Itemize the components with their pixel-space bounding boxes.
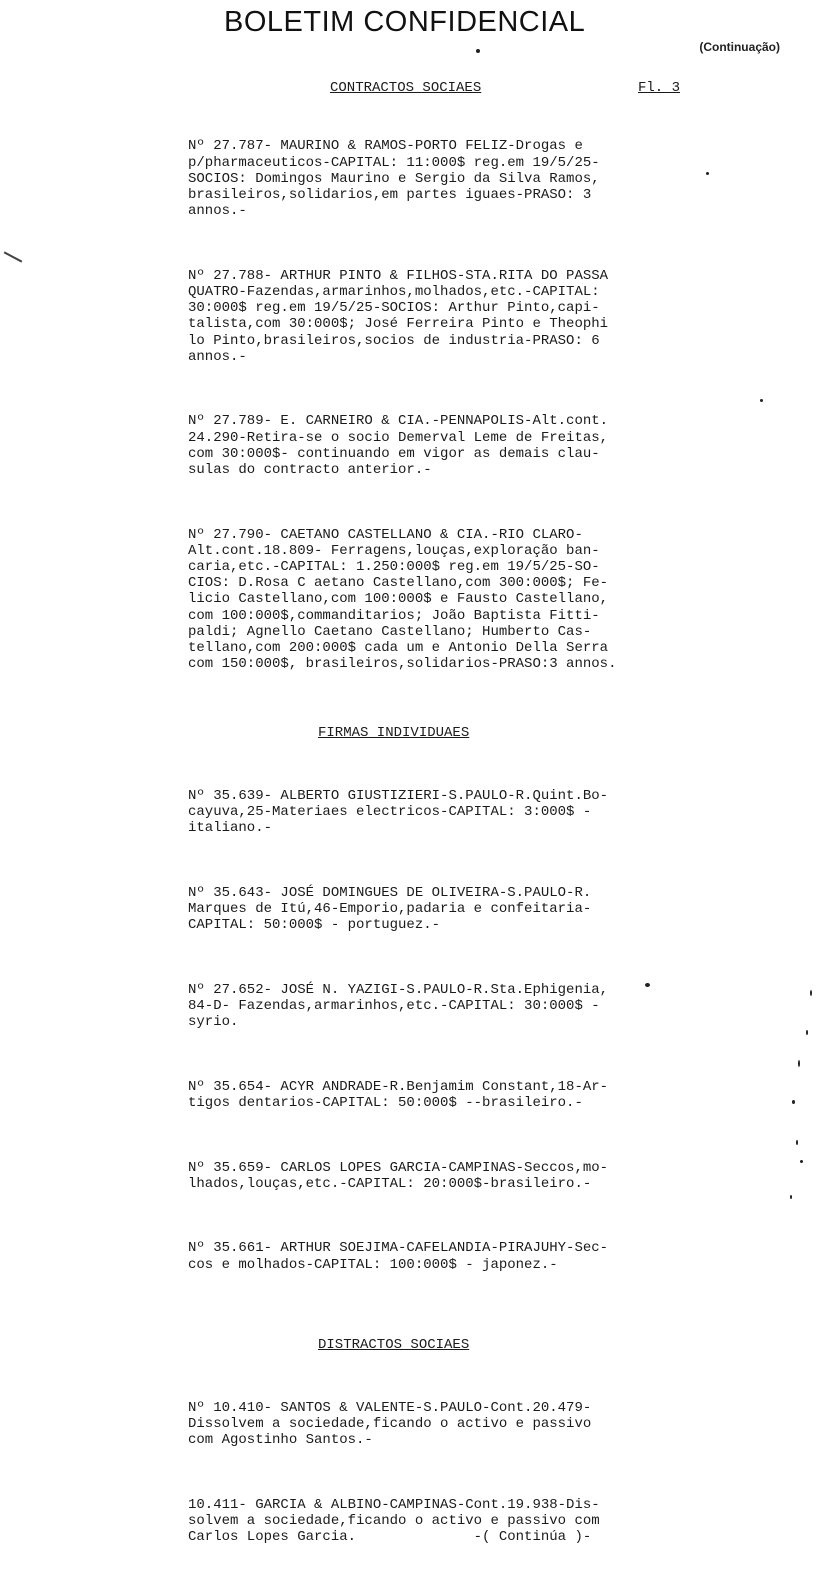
entry-27789: Nº 27.789- E. CARNEIRO & CIA.-PENNAPOLIS-Alt.cont. 24.290-Retira-se o socio Demerval Leme de Freitas, com 30:000$- continuando em vigor as demais clau- sulas do contracto anterior.- [188, 413, 609, 479]
scan-speck [800, 1160, 803, 1163]
section-title-firmas: FIRMAS INDIVIDUAES [318, 725, 470, 742]
entry-10410: Nº 10.410- SANTOS & VALENTE-S.PAULO-Cont.20.479- Dissolvem a sociedade,ficando o activo e passivo com Agostinho Santos.- [188, 1400, 592, 1449]
entry-27788: Nº 27.788- ARTHUR PINTO & FILHOS-STA.RITA DO PASSA QUATRO-Fazendas,armarinhos,molhados,etc.-CAPITAL: 30:000$ reg.em 19/5/25-SOCIOS: Arthur Pinto,capi- talista,com 30:000$; José Ferreira Pinto e Theophi lo Pinto,brasileiros,socios de industria-PRASO: 6 annos.- [188, 267, 609, 365]
section-title-contratos: CONTRACTOS SOCIAES [330, 80, 482, 96]
sheet-number: Fl. 3 [637, 80, 680, 96]
entry-35654: Nº 35.654- ACYR ANDRADE-R.Benjamim Constant,18-Ar- tigos dentarios-CAPITAL: 50:000$ --brasileiro.- [188, 1078, 609, 1111]
scan-speck [760, 399, 763, 402]
entry-10411: 10.411- GARCIA & ALBINO-CAMPINAS-Cont.19.938-Dis- solvem a sociedade,ficando o activo e passivo com Carlos Lopes Garcia. -( Continúa )- [188, 1497, 600, 1546]
entry-35643: Nº 35.643- JOSÉ DOMINGUES DE OLIVEIRA-S.PAULO-R. Marques de Itú,46-Emporio,padaria e confeitaria- CAPITAL: 50:000$ - portuguez.- [188, 884, 592, 934]
scan-speck [798, 1060, 800, 1067]
scan-speck [790, 1195, 792, 1199]
scan-speck [645, 983, 650, 987]
entry-27652: Nº 27.652- JOSÉ N. YAZIGI-S.PAULO-R.Sta.Ephigenia, 84-D- Fazendas,armarinhos,etc.-CAPITAL: 30:000$ - syrio. [188, 981, 609, 1031]
margin-mark [4, 251, 23, 262]
scan-speck [806, 1030, 808, 1035]
scan-speck [476, 49, 480, 53]
document-body [188, 106, 708, 1594]
entry-35661: Nº 35.661- ARTHUR SOEJIMA-CAFELANDIA-PIRAJUHY-Sec- cos e molhados-CAPITAL: 100:000$ - japonez.- [188, 1240, 609, 1273]
continuation-note: (Continuação) [699, 40, 780, 54]
entry-35639: Nº 35.639- ALBERTO GIUSTIZIERI-S.PAULO-R.Quint.Bo- cayuva,25-Materiaes electricos-CAPITAL: 3:000$ - italiano.- [188, 787, 609, 837]
entry-27790: Nº 27.790- CAETANO CASTELLANO & CIA.-RIO CLARO- Alt.cont.18.809- Ferragens,louças,exploração ban- caria,etc.-CAPITAL: 1.250:000$ reg.em 19/5/25-SO- CIOS: D.Rosa C aetano Castellano,com 300:000$; Fe- licio Castellano,com 100:000$ e Fausto Castellano, com 100:000$,commanditarios; João Baptista Fitti- paldi; Agnello Caetano Castellano; Humberto Cas- tellano,com 200:000$ cada um e Antonio Della Serra com 150:000$, brasileiros,solidarios-PRASO:3 annos. [188, 526, 617, 673]
entry-27787: Nº 27.787- MAURINO & RAMOS-PORTO FELIZ-Drogas e p/pharmaceuticos-CAPITAL: 11:000$ reg.em 19/5/25- SOCIOS: Domingos Maurino e Sergio da Silva Ramos, brasileiros,solidarios,em partes iguaes-PRASO: 3 annos.- [188, 138, 600, 220]
page-title: BOLETIM CONFIDENCIAL [224, 6, 586, 38]
scan-speck [810, 990, 812, 996]
entry-35659: Nº 35.659- CARLOS LOPES GARCIA-CAMPINAS-Seccos,mo- lhados,louças,etc.-CAPITAL: 20:000$-brasileiro.- [188, 1159, 609, 1192]
scan-speck [706, 172, 709, 175]
scan-speck [796, 1140, 798, 1145]
section-title-distratos: DISTRACTOS SOCIAES [318, 1337, 470, 1354]
scan-speck [792, 1100, 795, 1104]
